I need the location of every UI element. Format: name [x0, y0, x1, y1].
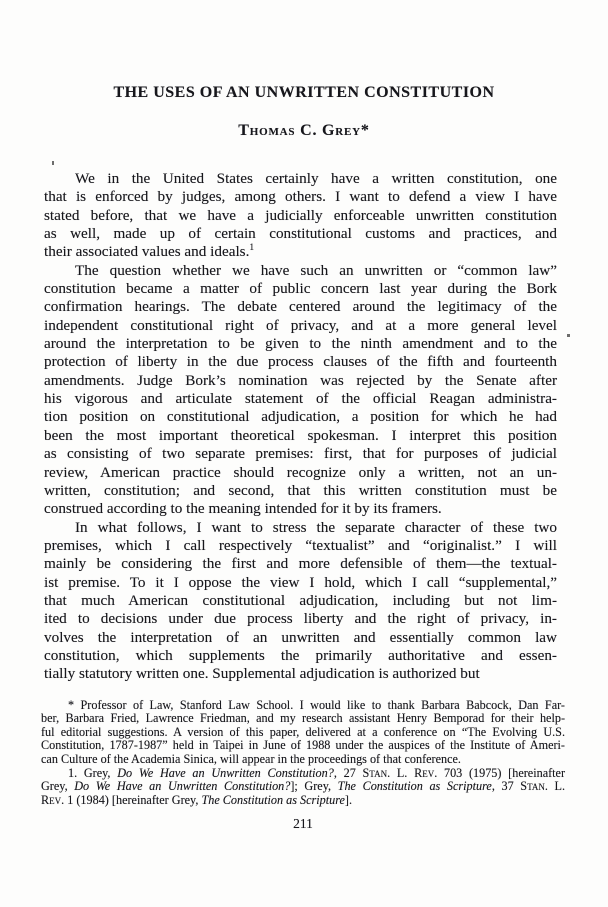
text-line: ited to decisions under due process liberty and the right of privacy, in- [44, 610, 557, 628]
text-line: protection of liberty in the due process clauses of the fifth and fourteenth [44, 353, 557, 371]
text-line: tially statutory written one. Supplemental adjudication is authorized but [44, 665, 480, 683]
footnote [41, 699, 565, 767]
paragraph [44, 170, 557, 262]
text-line: * Professor of Law, Stanford Law School. I would like to thank Barbara Babcock, Dan Far- [68, 697, 565, 712]
article-author: Thomas C. Grey* [238, 122, 370, 139]
text-line: We in the United States certainly have a written constitution, one [75, 170, 557, 187]
text-line: ber, Barbara Fried, Lawrence Friedman, and my research assistant Henry Bemporad for their help- [41, 711, 565, 726]
text-line: stated before, that we have a judicially enforceable unwritten constitution [44, 206, 557, 224]
text-line: that much American constitutional adjudication, including but not lim- [44, 591, 557, 609]
text-line: around the interpretation to be given to the ninth amendment and to the [44, 335, 557, 353]
text-line: construed according to the meaning intended for it by its framers. [44, 500, 442, 518]
text-line: Constitution, 1787-1987” held in Taipei in June of 1988 under the auspices of the Institute of Ameri- [41, 738, 565, 753]
text-line: Rev. 1 (1984) [hereinafter Grey, The Constitution as Scripture]. [41, 792, 353, 807]
text-line: tion position on constitutional adjudication, a position for which he had [44, 408, 557, 426]
text-line: can Culture of the Academia Sinica, will appear in the proceedings of that conference. [41, 752, 461, 766]
text-line: premises, which I call respectively “textualist” and “originalist.” I will [44, 536, 557, 554]
text-line: 1. Grey, Do We Have an Unwritten Constitution?, 27 Stan. L. Rev. 703 (1975) [hereinafter [68, 765, 566, 780]
text-line: as consisting of two separate premises: first, that for purposes of judicial [44, 445, 557, 463]
scan-speck [52, 161, 54, 165]
text-line: written, constitution; and second, that this written constitution must be [44, 481, 557, 499]
text-line: constitution, which supplements the primarily authoritative and essen- [44, 646, 557, 664]
text-line: volves the interpretation of an unwritten and essentially common law [44, 628, 557, 646]
paragraph [44, 262, 557, 519]
scan-speck [567, 334, 570, 337]
text-line: ful editorial suggestions. A version of this paper, delivered at a conference on “The Evolving U.S. [41, 724, 565, 739]
footnote [41, 767, 565, 808]
article-title: THE USES OF AN UNWRITTEN CONSTITUTION [113, 84, 495, 101]
text-line: mainly be considering the first and more defensible of them—the textual- [44, 555, 557, 573]
text-line: his vigorous and articulate statement of the official Reagan administra- [44, 390, 557, 408]
text-line: their associated values and ideals.$^1$ [44, 243, 255, 261]
text-line: constitution became a matter of public concern last year during the Bork [44, 280, 557, 298]
article-body [44, 170, 557, 684]
text-line: confirmation hearings. The debate centered around the legitimacy of the [44, 298, 557, 316]
paragraph [44, 519, 557, 684]
text-line: The question whether we have such an unwritten or “common law” [75, 261, 557, 279]
text-line: that is enforced by judges, among others. I want to defend a view I have [44, 188, 557, 206]
text-line: In what follows, I want to stress the separate character of these two [75, 518, 557, 536]
text-line: ist premise. To it I oppose the view I hold, which I call “supplemental,” [44, 573, 557, 591]
text-line: been the most important theoretical spokesman. I interpret this position [44, 426, 557, 444]
text-line: amendments. Judge Bork’s nomination was rejected by the Senate after [44, 371, 557, 389]
text-line: review, American practice should recognize only a written, not an un- [44, 463, 557, 481]
text-line: Grey, Do We Have an Unwritten Constitution?]; Grey, The Constitution as Scripture, 37 Stan. L. [41, 779, 566, 794]
text-line: independent constitutional right of privacy, and at a more general level [44, 316, 557, 334]
page-number: 211 [293, 816, 313, 832]
footnotes [41, 699, 565, 808]
text-line: as well, made up of certain constitutional customs and practices, and [44, 225, 557, 243]
